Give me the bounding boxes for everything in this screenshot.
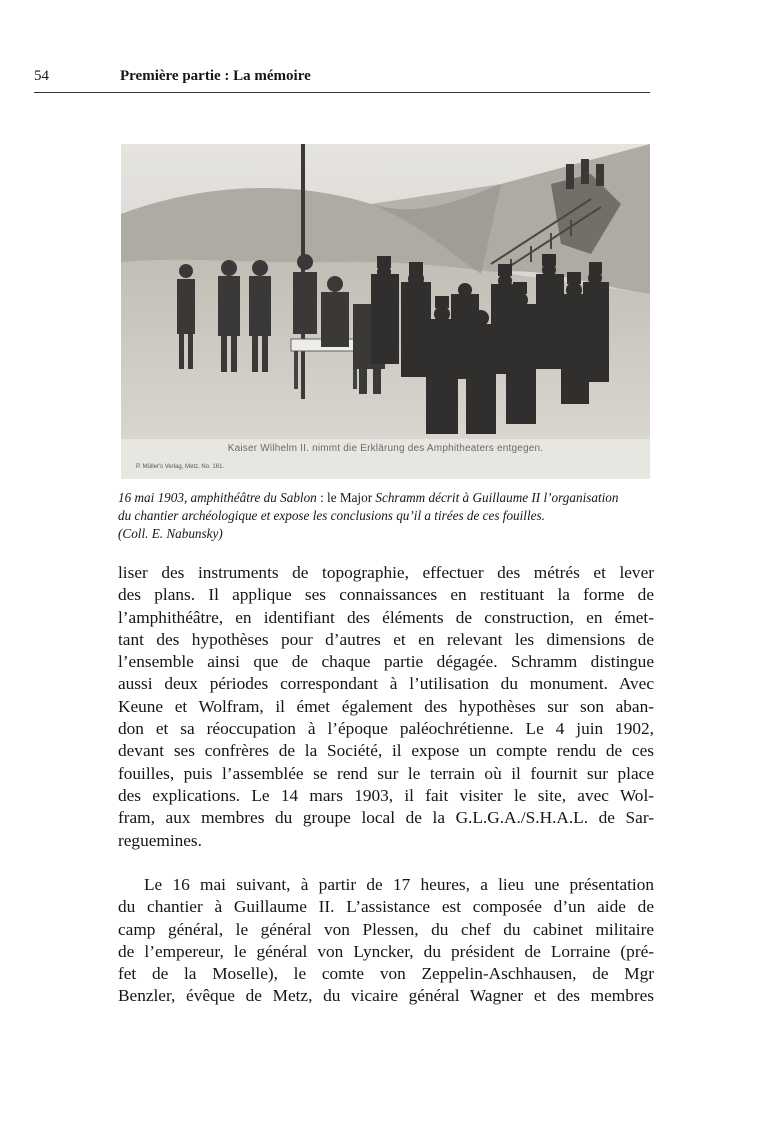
paragraph-2-line: de l’empereur, le général von Lyncker, du président de Lorraine (pré- bbox=[118, 941, 654, 961]
paragraph-2-line: camp général, le général von Plessen, du chef du cabinet militaire bbox=[118, 919, 654, 939]
figure-caption bbox=[118, 489, 654, 543]
photo-publisher-credit: P. Müller's Verlag, Metz. No. 161. bbox=[136, 464, 225, 470]
paragraph-1-line: Keune et Wolfram, il émet également des hypothèses sur son aban- bbox=[118, 696, 654, 716]
paragraph-1-line: aussi deux périodes correspondant à l’utilisation du monument. Avec bbox=[118, 674, 654, 694]
paragraph-1-line: fram, aux membres du groupe local de la G.L.G.A./S.H.A.L. de Sar- bbox=[118, 808, 654, 828]
paragraph-2 bbox=[118, 874, 654, 1008]
paragraph-2-line: Le 16 mai suivant, à partir de 17 heures, a lieu une présentation bbox=[144, 875, 654, 894]
paragraph-1-line: reguemines. bbox=[118, 830, 202, 850]
caption-connector: : le Major bbox=[316, 490, 376, 505]
paragraph-1-line: des plans. Il applique ses connaissances en restituant la forme de bbox=[118, 585, 654, 605]
paragraph-2-line: Benzler, évêque de Metz, du vicaire général Wagner et des membres bbox=[118, 986, 654, 1006]
paragraph-2-line: du chantier à Guillaume II. L’assistance est composée d’un aide de bbox=[118, 897, 654, 917]
paragraph-1-line: tant des hypothèses pour d’autres et en relevant les dimensions de bbox=[118, 629, 654, 649]
photograph-scene-icon bbox=[121, 144, 650, 479]
paragraph-2-line: fet de la Moselle), le comte von Zeppelin-Aschhausen, de Mgr bbox=[118, 964, 654, 984]
caption-description: Schramm décrit à Guillaume II l’organisation bbox=[375, 490, 619, 505]
paragraph-1-line: don et sa réoccupation à l’époque paléochrétienne. Le 4 juin 1902, bbox=[118, 719, 654, 739]
running-title: Première partie : La mémoire bbox=[120, 68, 311, 84]
photo-inscription: Kaiser Wilhelm II. nimmt die Erklärung des Amphitheaters entgegen. bbox=[227, 443, 544, 454]
paragraph-1-line: fouilles, puis l’assemblée se rend sur le terrain où il fournit sur place bbox=[118, 763, 654, 783]
paragraph-1-line: l’amphithéâtre, en identifiant des éléments de construction, en émet- bbox=[118, 607, 654, 627]
caption-credit: (Coll. E. Nabunsky) bbox=[118, 526, 223, 541]
historic-photograph bbox=[121, 144, 650, 479]
paragraph-1 bbox=[118, 562, 654, 852]
page-header bbox=[34, 66, 650, 93]
paragraph-1-line: des explications. Le 14 mars 1903, il fait visiter le site, avec Wol- bbox=[118, 785, 654, 805]
caption-line-2: du chantier archéologique et expose les conclusions qu’il a tirées de ces fouilles. bbox=[118, 508, 545, 523]
caption-line-1 bbox=[118, 489, 654, 507]
paragraph-1-line: l’ensemble ainsi que de chaque partie dégagée. Schramm distingue bbox=[118, 652, 654, 672]
paragraph-1-line: liser des instruments de topographie, effectuer des métrés et lever bbox=[118, 563, 654, 582]
paragraph-1-line: devant ses confrères de la Société, il expose un compte rendu de ces bbox=[118, 741, 654, 761]
page-number: 54 bbox=[34, 68, 49, 84]
caption-date-place: 16 mai 1903, amphithéâtre du Sablon bbox=[118, 490, 317, 505]
